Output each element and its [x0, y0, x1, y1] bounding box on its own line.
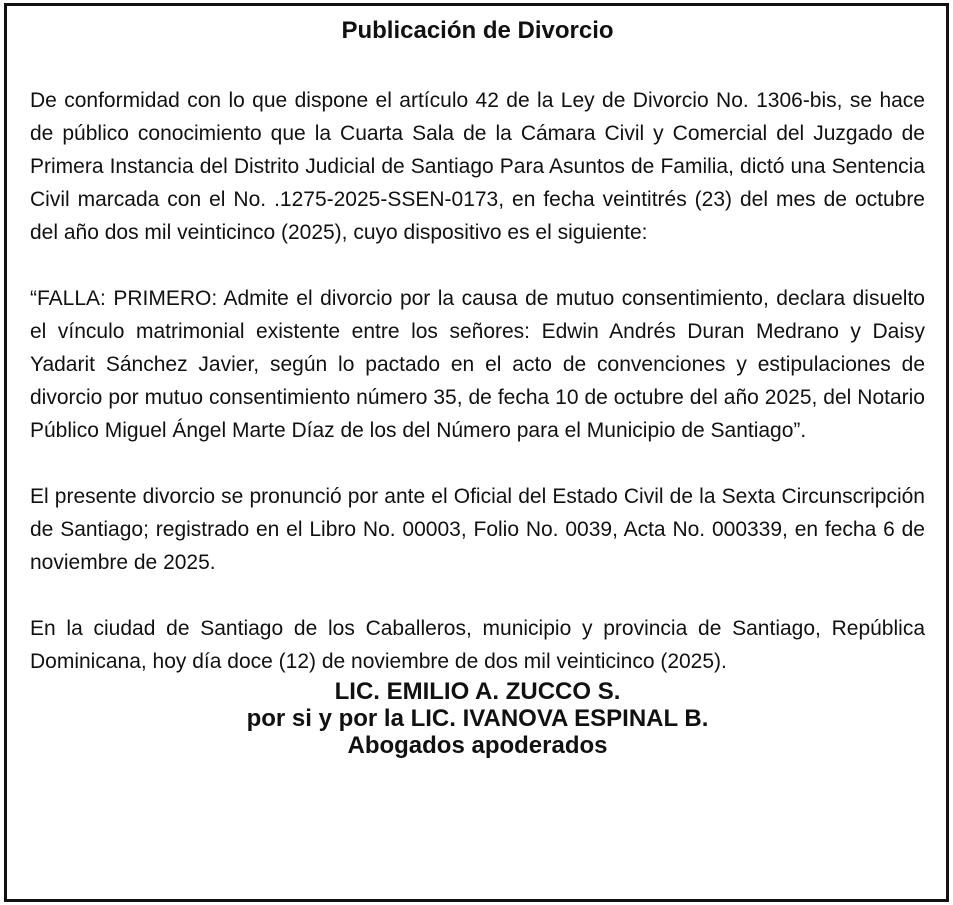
- signature-name: LIC. EMILIO A. ZUCCO S.: [334, 678, 621, 705]
- paragraph-intro: De conformidad con lo que dispone el artículo 42 de la Ley de Divorcio No. 1306-bis, se hace de público conocimiento que la Cuarta Sala de la Cámara Civil y Comercial del Juzgado de Primera Instancia del Distrito Judicial de Santiago Para Asuntos de Familia, dictó una Sentencia Civil marcada con el No. .1275-2025-SSEN-0173, en fecha veintitrés (23) del mes de octubre del año dos mil veinticinco (2025), cuyo dispositivo es el siguiente:: [30, 89, 925, 244]
- notice-content: [30, 16, 925, 759]
- paragraph-registration: El presente divorcio se pronunció por ante el Oficial del Estado Civil de la Sexta Circunscripción de Santiago; registrado en el Libro No. 00003, Folio No. 0039, Acta No. 000339, en fecha 6 de noviembre de 2025.: [30, 485, 925, 574]
- signature-cosigner: por si y por la LIC. IVANOVA ESPINAL B.: [246, 705, 709, 732]
- paragraph-ruling: “FALLA: PRIMERO: Admite el divorcio por la causa de mutuo consentimiento, declara disuelto el vínculo matrimonial existente entre los señores: Edwin Andrés Duran Medrano y Daisy Yadarit Sánchez Javier, según lo pactado en el acto de convenciones y estipulaciones de divorcio por mutuo consentimiento número 35, de fecha 10 de octubre del año 2025, del Notario Público Miguel Ángel Marte Díaz de los del Número para el Municipio de Santiago”.: [30, 287, 925, 442]
- paragraph-place-date: En la ciudad de Santiago de los Caballeros, municipio y provincia de Santiago, República Dominicana, hoy día doce (12) de noviembre de dos mil veinticinco (2025).: [30, 617, 925, 673]
- notice-border: [4, 3, 949, 902]
- notice-title: Publicación de Divorcio: [341, 17, 614, 44]
- signature-block: [30, 678, 925, 759]
- signature-role: Abogados apoderados: [347, 732, 608, 759]
